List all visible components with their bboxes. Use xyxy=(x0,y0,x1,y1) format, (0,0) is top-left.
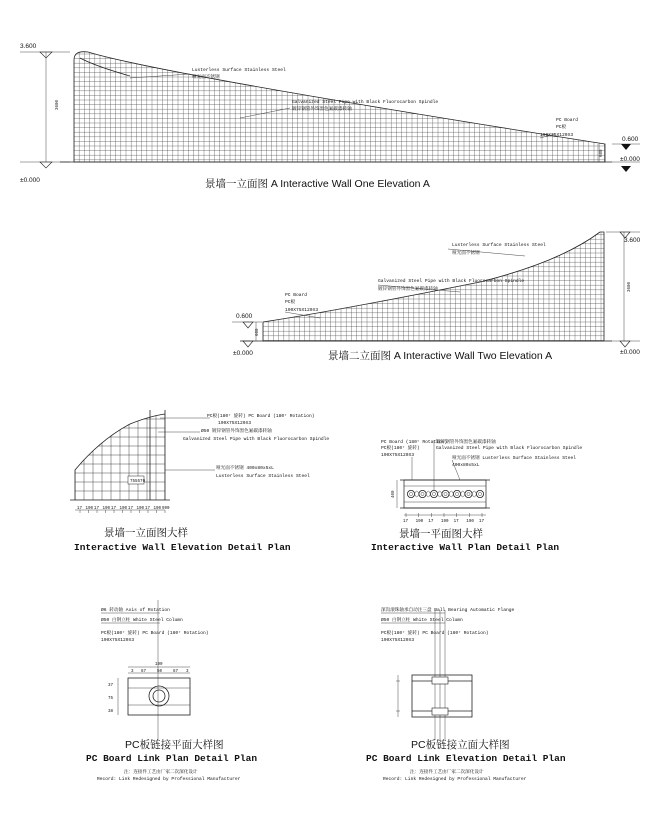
level-marker-left-two xyxy=(232,313,262,357)
column-outer-circle xyxy=(149,686,169,706)
link-plan-title-cn: PC板链接平面大样图 xyxy=(125,739,224,751)
pc-board-section xyxy=(128,678,190,715)
board-link-curve xyxy=(472,491,476,497)
ann-pc-rot-lp: PC板(180° 旋转) PC Board (180° Rotation) xyxy=(101,631,209,636)
dim-label-d1: 990 xyxy=(162,507,170,511)
sub-dim-label-lp: 67 xyxy=(141,670,147,674)
board-link-curve xyxy=(449,491,453,497)
column-inner-circle xyxy=(153,690,165,702)
level-top-left: 3.600 xyxy=(20,43,37,50)
detail-elevation-title-cn: 景墙一立面图大样 xyxy=(104,527,188,539)
left-dim-label-lp: 38 xyxy=(108,710,114,714)
board-link-curve xyxy=(438,491,442,497)
pipe-core-circle xyxy=(421,492,424,495)
dim-label-d1: 17 xyxy=(145,507,151,511)
detail-plan-title-cn: 景墙一平面图大样 xyxy=(399,528,483,540)
pipe-core-circle xyxy=(467,492,470,495)
pipe-section-circle xyxy=(465,490,472,497)
level-marker-bottom-left xyxy=(20,162,70,184)
dim-label-d1: 190 xyxy=(136,507,145,511)
ann-pc-cn: PC板 xyxy=(556,125,567,130)
ann-pipe-cn: 镀锌钢管外饰黑色氟碳漆转轴 xyxy=(292,107,352,112)
dim-label-d1: 190 xyxy=(85,507,94,511)
ann-axis: Ø6 转动轴 Axis of Rotation xyxy=(101,608,170,613)
plan-left-dim: 400 xyxy=(392,490,396,498)
ann-pc-size-le: 190X75X120X3 xyxy=(381,638,415,643)
level-left-bottom: ±0.000 xyxy=(233,350,253,357)
sub-dim-label-lp: 3 xyxy=(131,670,134,674)
ann-pc-en: PC Board xyxy=(556,118,579,123)
elevation-one-title: 景墙一立面图 A Interactive Wall One Elevation A xyxy=(205,178,430,190)
level-top-right: 3.600 xyxy=(624,237,641,244)
ann-pipe-cn-two: 镀锌钢管外饰黑色氟碳漆转轴 xyxy=(378,287,438,292)
pipe-core-circle xyxy=(478,492,481,495)
ann-pc-en-two: PC Board xyxy=(285,293,308,298)
ann-steel-en: Lusterless Surface Stainless Steel xyxy=(192,68,286,73)
note-cn-lp: 注：连接件工艺由厂家二次深化设计 xyxy=(124,770,198,775)
ann-column-le: Ø50 白钢立柱 White Steel Column xyxy=(381,618,463,623)
sub-dim-label-lp: 50 xyxy=(157,670,163,674)
link-plan-left-dims xyxy=(108,684,114,714)
ann-pc-cn-two: PC板 xyxy=(285,300,296,305)
pipe-section-circle xyxy=(453,490,460,497)
detail-elevation xyxy=(70,405,329,553)
link-plan xyxy=(86,600,257,782)
dim-label-d1: 190 xyxy=(102,507,111,511)
elevation-two-title: 景墙二立面图 A Interactive Wall Two Elevation A xyxy=(328,350,553,362)
link-elevation-title-en: PC Board Link Elevation Detail Plan xyxy=(366,753,566,764)
level-right-bottom: ±0.000 xyxy=(620,156,640,163)
dim-label-d2: 17 xyxy=(453,520,459,524)
note-en-lp: Record: Link Redesigned by Professional Manufacturer xyxy=(97,777,241,782)
ann-pipe-en-d1: Galvanized Steel Pipe with Black Fluorocarbon Spindle xyxy=(183,437,330,442)
pipe-section-circle xyxy=(476,490,483,497)
ann-steel-cn-d2: 哑光面不锈钢 Lusterless Surface Stainless Steel xyxy=(452,456,577,461)
level-bottom-right: ±0.000 xyxy=(620,349,640,356)
pipe-core-circle xyxy=(409,492,412,495)
left-dim-label-lp: 75 xyxy=(108,697,114,701)
board-link-curve xyxy=(461,491,465,497)
pipe-core-circle xyxy=(455,492,458,495)
note-en-le: Record: Link Redesigned by Professional Manufacturer xyxy=(383,777,527,782)
pipe-core-circle xyxy=(444,492,447,495)
board-link-curve xyxy=(415,491,419,497)
board-link-curve xyxy=(426,491,430,497)
detail-plan-circles xyxy=(407,490,483,497)
annotation-pc-two xyxy=(285,292,320,318)
ann-pipe-en: Galvanized Steel Pipe with Black Fluorocarbon Spindle xyxy=(292,100,439,105)
sub-dim-label-lp: 3 xyxy=(186,670,189,674)
annotation-steel-two xyxy=(448,242,546,256)
dim-label-d1: 17 xyxy=(128,507,134,511)
dim-label-d2: 190 xyxy=(466,520,474,524)
ann-steel-en-two: Lusterless Surface Stainless Steel xyxy=(452,243,546,248)
dim-label-d2: 17 xyxy=(403,520,409,524)
ann-flange: 深沟滚珠轴承自动注三盘 Ball Bearing Automatic Flange xyxy=(381,608,515,613)
detail-plan-title-en: Interactive Wall Plan Detail Plan xyxy=(371,542,560,553)
ann-pipe-en-two: Galvanized Steel Pipe with Black Fluorocarbon Spindle xyxy=(378,279,525,284)
dim-label-d2: 17 xyxy=(479,520,485,524)
level-bottom-left: ±0.000 xyxy=(20,177,40,184)
dim-label-d1: 190 xyxy=(153,507,162,511)
ann-pc-rot-le: PC板(180° 旋转) PC Board (180° Rotation) xyxy=(381,631,489,636)
ann-pipe-cn-d2: 镀锌钢管外饰黑色氟碳漆转轴 xyxy=(436,440,496,445)
dim-label-d1: 190 xyxy=(119,507,128,511)
ann-pc-size: 190X75X120X3 xyxy=(540,133,574,138)
ann-pc-rot-cn-d2: PC板(180° 旋转) xyxy=(381,446,420,451)
link-elevation-title-cn: PC板链接立面大样图 xyxy=(411,739,510,751)
ann-steel-cn-two: 哑光面不锈钢 xyxy=(452,251,480,256)
note-cn-le: 注：连接件工艺由厂家二次深化设计 xyxy=(410,770,484,775)
dim-label-d2: 190 xyxy=(441,520,449,524)
ann-pc-size-d2: 190X75X120X3 xyxy=(381,453,415,458)
annotation-steel-one xyxy=(130,67,286,80)
annotation-pc-one xyxy=(540,117,578,138)
detail-one-bottom-dims xyxy=(77,507,170,513)
ann-column-lp: Ø50 白钢立柱 White Steel Column xyxy=(101,618,183,623)
ann-pc-size-d1: 190X75X120X3 xyxy=(218,421,252,426)
pipe-section-circle xyxy=(442,490,449,497)
pipe-core-circle xyxy=(432,492,435,495)
link-plan-title-en: PC Board Link Plan Detail Plan xyxy=(86,753,258,764)
elevation-one xyxy=(20,40,640,190)
sub-dim-label-lp: 67 xyxy=(173,670,179,674)
dim-label-d2: 17 xyxy=(428,520,434,524)
level-marker-top-left xyxy=(20,43,70,58)
pipe-section-circle xyxy=(430,490,437,497)
ann-pipe-en-d2: Galvanized Steel Pipe with Black Fluorocarbon Spindle xyxy=(436,446,583,451)
left-dim-label: 600 xyxy=(256,328,260,336)
link-elevation xyxy=(366,606,566,782)
pipe-section-circle xyxy=(419,490,426,497)
ann-steel-en-d1: Lusterless Surface Stainless Steel xyxy=(216,474,310,479)
inner-dim: 755570 xyxy=(130,480,146,484)
dim-label-d1: 17 xyxy=(77,507,83,511)
ann-pc-size-lp: 190X75X120X3 xyxy=(101,638,135,643)
ann-steel-cn-d1: 哑光面不锈钢 400x80x5xL xyxy=(216,466,274,471)
elevation-two xyxy=(232,225,641,362)
top-dim-lp: 190 xyxy=(155,663,163,667)
level-marker-right-two xyxy=(606,232,641,356)
left-dim-label-lp: 37 xyxy=(108,684,114,688)
right-dim-label: 600 xyxy=(600,149,604,157)
detail-elevation-title-en: Interactive Wall Elevation Detail Plan xyxy=(74,542,291,553)
pipe-section-circle xyxy=(407,490,414,497)
dim-label-d1: 17 xyxy=(111,507,117,511)
ann-pc-rot-d2: PC Board (180° Rotation) xyxy=(381,440,448,445)
ann-pc-rot-d1: PC板(180° 旋转) PC Board (180° Rotation) xyxy=(207,414,315,419)
height-dim-two: 3600 xyxy=(628,281,632,292)
detail-plan-bottom-dims xyxy=(403,513,485,524)
ann-steel-cn: 哑光面不锈钢 xyxy=(192,75,220,80)
height-dimension xyxy=(46,52,60,162)
height-dim-label: 3600 xyxy=(56,99,60,110)
level-left-top: 0.600 xyxy=(236,313,253,320)
ann-pc-size-two: 190X75X120X3 xyxy=(285,308,319,313)
detail-plan xyxy=(371,438,582,553)
ann-pipe-size-d1: Ø50 镀锌钢管外饰黑色氟碳漆转轴 xyxy=(201,429,272,434)
level-right-top: 0.600 xyxy=(622,136,639,143)
dim-label-d2: 190 xyxy=(415,520,424,524)
dim-label-d1: 17 xyxy=(94,507,100,511)
link-plan-sub-dims xyxy=(131,670,189,674)
ann-steel-size-d2: 400x80x5xL xyxy=(452,463,480,468)
